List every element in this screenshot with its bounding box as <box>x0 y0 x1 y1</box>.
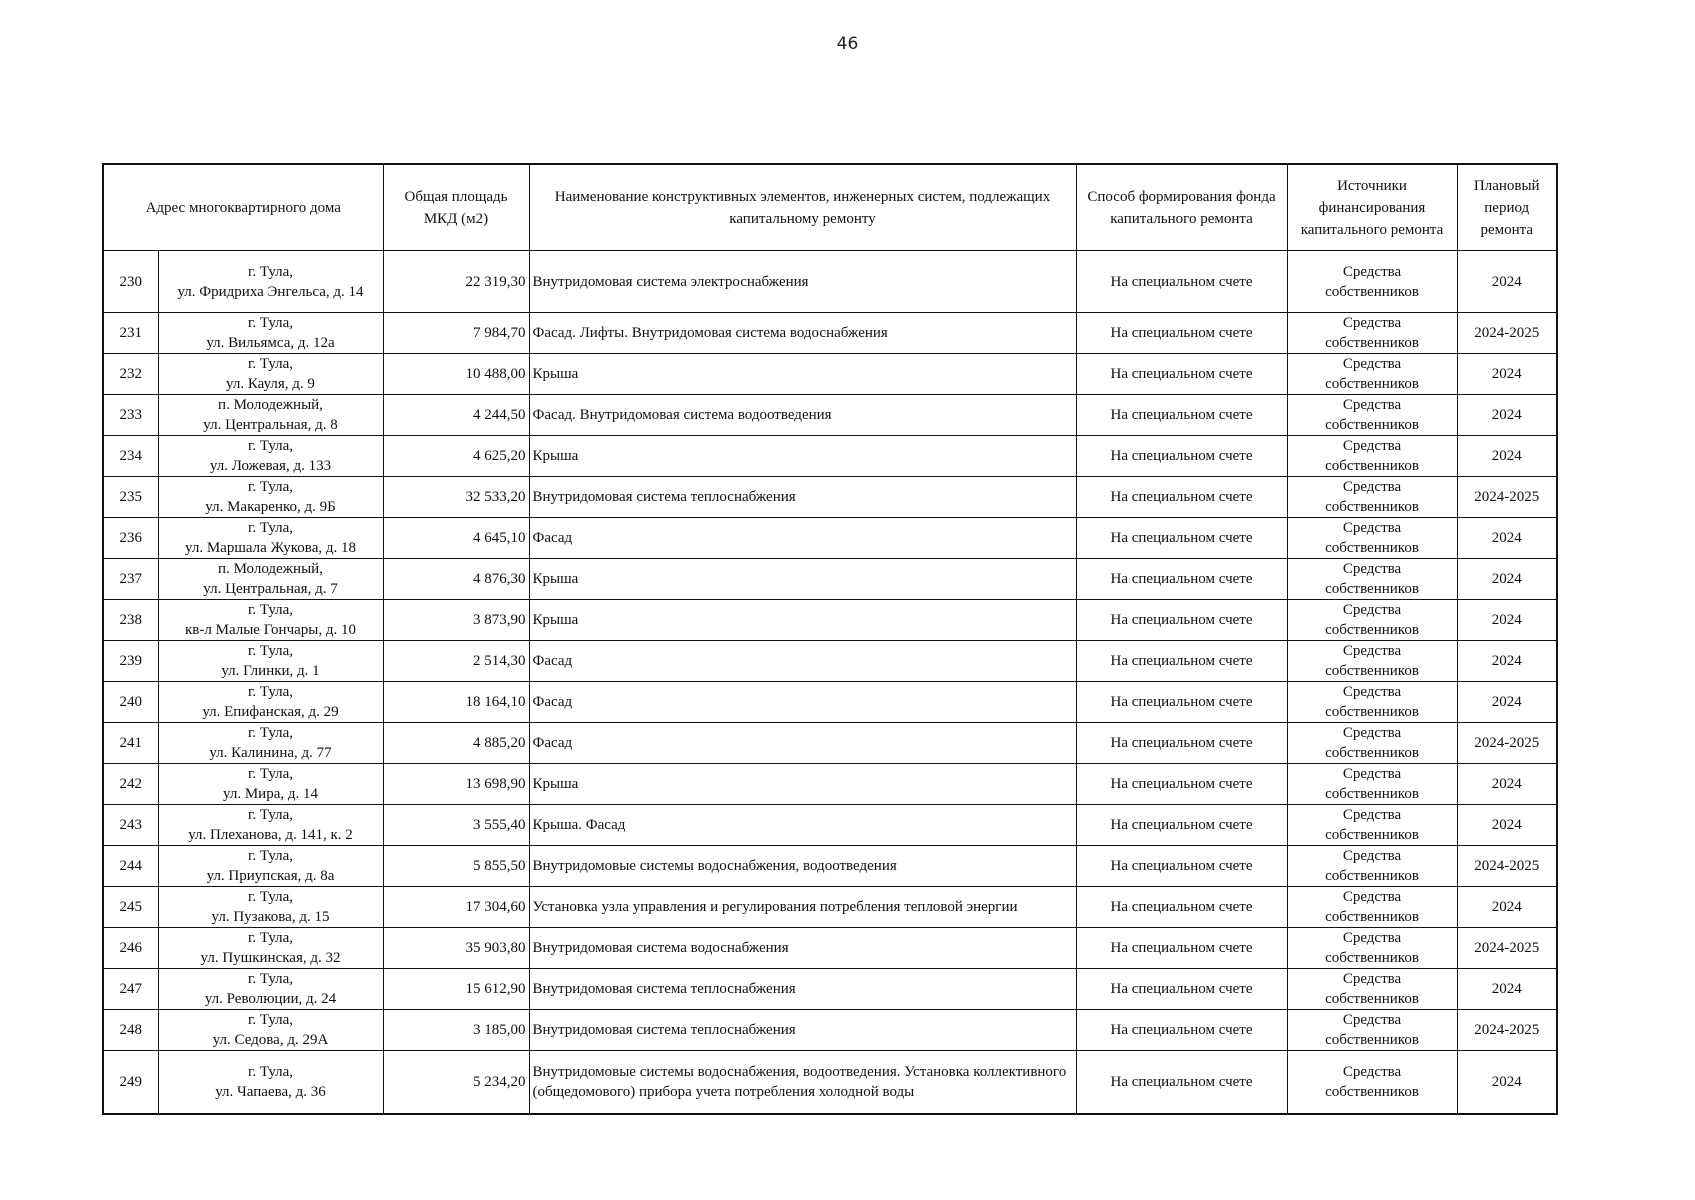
row-area: 3 555,40 <box>383 805 529 846</box>
row-number: 235 <box>103 477 158 518</box>
table-row <box>103 1051 1557 1114</box>
row-source <box>1287 600 1457 641</box>
source-line-1: Средства <box>1342 725 1402 741</box>
row-elements: Внутридомовые системы водоснабжения, водоотведения. Установка коллективного (общедомового) прибора учета потребления холодной воды <box>529 1051 1076 1114</box>
row-number: 242 <box>103 764 158 805</box>
address-city: г. Тула, <box>247 602 294 618</box>
row-period: 2024 <box>1457 559 1557 600</box>
source-line-2: собственников <box>1325 950 1419 966</box>
address-city: г. Тула, <box>247 889 294 905</box>
address-street: ул. Фридриха Энгельса, д. 14 <box>177 283 364 300</box>
row-method: На специальном счете <box>1076 928 1287 969</box>
row-period: 2024 <box>1457 1051 1557 1114</box>
row-area: 10 488,00 <box>383 354 529 395</box>
row-elements: Фасад <box>529 723 1076 764</box>
row-source <box>1287 436 1457 477</box>
source-line-1: Средства <box>1342 315 1402 331</box>
address-street: ул. Приупская, д. 8а <box>206 868 335 884</box>
source-line-1: Средства <box>1342 479 1402 495</box>
row-source <box>1287 764 1457 805</box>
source-line-1: Средства <box>1342 766 1402 782</box>
row-period: 2024 <box>1457 887 1557 928</box>
table-row <box>103 313 1557 354</box>
row-elements: Крыша <box>529 764 1076 805</box>
row-period: 2024-2025 <box>1457 477 1557 518</box>
row-number: 239 <box>103 641 158 682</box>
table-row <box>103 805 1557 846</box>
row-elements: Установка узла управления и регулирования потребления тепловой энергии <box>529 887 1076 928</box>
row-address <box>158 600 383 641</box>
row-source <box>1287 846 1457 887</box>
row-source <box>1287 887 1457 928</box>
row-period: 2024 <box>1457 518 1557 559</box>
header-address: Адрес многоквартирного дома <box>103 164 383 251</box>
row-address <box>158 764 383 805</box>
row-address <box>158 928 383 969</box>
address-street: ул. Седова, д. 29А <box>212 1032 329 1048</box>
address-city: г. Тула, <box>247 356 294 372</box>
address-street: ул. Вильямса, д. 12а <box>206 335 335 351</box>
row-source <box>1287 1051 1457 1114</box>
row-address <box>158 559 383 600</box>
row-method: На специальном счете <box>1076 682 1287 723</box>
row-address <box>158 518 383 559</box>
address-city: г. Тула, <box>247 263 294 280</box>
row-method: На специальном счете <box>1076 313 1287 354</box>
row-address <box>158 477 383 518</box>
row-elements: Фасад. Лифты. Внутридомовая система водоснабжения <box>529 313 1076 354</box>
address-city: г. Тула, <box>247 1012 294 1028</box>
row-method: На специальном счете <box>1076 354 1287 395</box>
row-source <box>1287 641 1457 682</box>
row-method: На специальном счете <box>1076 518 1287 559</box>
address-city: г. Тула, <box>247 438 294 454</box>
row-address <box>158 887 383 928</box>
row-elements: Крыша <box>529 354 1076 395</box>
row-source <box>1287 395 1457 436</box>
source-line-1: Средства <box>1342 602 1402 618</box>
row-elements: Внутридомовые системы водоснабжения, водоотведения <box>529 846 1076 887</box>
row-method: На специальном счете <box>1076 600 1287 641</box>
row-method: На специальном счете <box>1076 477 1287 518</box>
source-line-2: собственников <box>1325 663 1419 679</box>
page-number: 46 <box>836 34 859 54</box>
row-area: 17 304,60 <box>383 887 529 928</box>
row-area: 18 164,10 <box>383 682 529 723</box>
table-row <box>103 887 1557 928</box>
row-period: 2024-2025 <box>1457 1010 1557 1051</box>
source-line-2: собственников <box>1325 540 1419 556</box>
row-elements: Крыша <box>529 559 1076 600</box>
source-line-1: Средства <box>1342 889 1402 905</box>
row-method: На специальном счете <box>1076 723 1287 764</box>
row-elements: Фасад <box>529 682 1076 723</box>
row-area: 7 984,70 <box>383 313 529 354</box>
row-source <box>1287 723 1457 764</box>
table-row <box>103 1010 1557 1051</box>
source-line-2: собственников <box>1325 417 1419 433</box>
row-period: 2024-2025 <box>1457 846 1557 887</box>
address-street: ул. Пушкинская, д. 32 <box>200 950 341 966</box>
row-source <box>1287 969 1457 1010</box>
row-address <box>158 846 383 887</box>
row-period: 2024 <box>1457 395 1557 436</box>
row-address <box>158 805 383 846</box>
table-row <box>103 969 1557 1010</box>
table-row <box>103 518 1557 559</box>
row-source <box>1287 477 1457 518</box>
row-area: 5 234,20 <box>383 1051 529 1114</box>
table-row <box>103 641 1557 682</box>
row-area: 4 645,10 <box>383 518 529 559</box>
row-period: 2024 <box>1457 682 1557 723</box>
header-elements: Наименование конструктивных элементов, инженерных систем, подлежащих капитальному ремонту <box>529 164 1076 251</box>
row-number: 232 <box>103 354 158 395</box>
address-city: п. Молодежный, <box>218 397 323 413</box>
row-method: На специальном счете <box>1076 395 1287 436</box>
row-area: 4 625,20 <box>383 436 529 477</box>
row-source <box>1287 805 1457 846</box>
row-period: 2024 <box>1457 436 1557 477</box>
address-street: ул. Центральная, д. 8 <box>203 417 338 433</box>
row-period: 2024 <box>1457 969 1557 1010</box>
address-street: ул. Мира, д. 14 <box>223 786 318 802</box>
table-row <box>103 395 1557 436</box>
address-city: г. Тула, <box>247 520 294 536</box>
address-city: г. Тула, <box>247 315 294 331</box>
source-line-1: Средства <box>1342 561 1402 577</box>
source-line-1: Средства <box>1342 684 1402 700</box>
table-body <box>103 251 1557 1114</box>
row-period: 2024 <box>1457 251 1557 313</box>
address-city: г. Тула, <box>247 1063 294 1080</box>
address-street: ул. Макаренко, д. 9Б <box>205 499 336 515</box>
source-line-1: Средства <box>1342 643 1402 659</box>
row-area: 13 698,90 <box>383 764 529 805</box>
address-street: ул. Ложевая, д. 133 <box>209 458 332 474</box>
source-line-1: Средства <box>1342 263 1402 280</box>
header-period: Плановый период ремонта <box>1457 164 1557 251</box>
row-elements: Внутридомовая система теплоснабжения <box>529 969 1076 1010</box>
row-address <box>158 354 383 395</box>
row-number: 248 <box>103 1010 158 1051</box>
row-method: На специальном счете <box>1076 1010 1287 1051</box>
row-area: 3 873,90 <box>383 600 529 641</box>
row-number: 236 <box>103 518 158 559</box>
row-area: 3 185,00 <box>383 1010 529 1051</box>
row-method: На специальном счете <box>1076 969 1287 1010</box>
source-line-1: Средства <box>1342 930 1402 946</box>
address-street: ул. Калинина, д. 77 <box>209 745 332 761</box>
row-elements: Крыша <box>529 436 1076 477</box>
source-line-2: собственников <box>1325 991 1419 1007</box>
row-number: 243 <box>103 805 158 846</box>
row-address <box>158 395 383 436</box>
header-source: Источники финансирования капитального ремонта <box>1287 164 1457 251</box>
source-line-2: собственников <box>1325 283 1419 300</box>
source-line-1: Средства <box>1342 397 1402 413</box>
row-area: 35 903,80 <box>383 928 529 969</box>
source-line-1: Средства <box>1342 1012 1402 1028</box>
row-number: 237 <box>103 559 158 600</box>
source-line-2: собственников <box>1325 745 1419 761</box>
row-area: 4 876,30 <box>383 559 529 600</box>
source-line-2: собственников <box>1325 1083 1419 1100</box>
address-city: г. Тула, <box>247 848 294 864</box>
row-period: 2024-2025 <box>1457 928 1557 969</box>
row-elements: Крыша. Фасад <box>529 805 1076 846</box>
row-method: На специальном счете <box>1076 641 1287 682</box>
row-period: 2024 <box>1457 764 1557 805</box>
source-line-2: собственников <box>1325 786 1419 802</box>
source-line-2: собственников <box>1325 458 1419 474</box>
address-city: г. Тула, <box>247 930 294 946</box>
address-street: ул. Пузакова, д. 15 <box>211 909 330 925</box>
row-number: 231 <box>103 313 158 354</box>
table-row <box>103 436 1557 477</box>
address-city: г. Тула, <box>247 971 294 987</box>
row-address <box>158 1010 383 1051</box>
address-city: г. Тула, <box>247 807 294 823</box>
row-source <box>1287 682 1457 723</box>
row-number: 249 <box>103 1051 158 1114</box>
row-number: 244 <box>103 846 158 887</box>
row-period: 2024 <box>1457 354 1557 395</box>
row-period: 2024 <box>1457 600 1557 641</box>
address-street: ул. Глинки, д. 1 <box>221 663 320 679</box>
row-method: На специальном счете <box>1076 559 1287 600</box>
row-number: 246 <box>103 928 158 969</box>
row-method: На специальном счете <box>1076 846 1287 887</box>
row-number: 230 <box>103 251 158 313</box>
row-number: 233 <box>103 395 158 436</box>
row-elements: Внутридомовая система водоснабжения <box>529 928 1076 969</box>
row-elements: Фасад <box>529 641 1076 682</box>
table-header <box>103 164 1557 251</box>
source-line-1: Средства <box>1342 1063 1402 1080</box>
address-city: г. Тула, <box>247 766 294 782</box>
row-source <box>1287 251 1457 313</box>
source-line-2: собственников <box>1325 499 1419 515</box>
source-line-1: Средства <box>1342 807 1402 823</box>
row-number: 245 <box>103 887 158 928</box>
address-street: ул. Плеханова, д. 141, к. 2 <box>188 827 353 843</box>
row-method: На специальном счете <box>1076 805 1287 846</box>
address-street: ул. Маршала Жукова, д. 18 <box>185 540 356 556</box>
row-method: На специальном счете <box>1076 251 1287 313</box>
source-line-2: собственников <box>1325 376 1419 392</box>
source-line-1: Средства <box>1342 848 1402 864</box>
row-source <box>1287 354 1457 395</box>
row-area: 22 319,30 <box>383 251 529 313</box>
row-number: 240 <box>103 682 158 723</box>
row-area: 4 244,50 <box>383 395 529 436</box>
source-line-1: Средства <box>1342 356 1402 372</box>
table-row <box>103 682 1557 723</box>
row-address <box>158 969 383 1010</box>
source-line-1: Средства <box>1342 971 1402 987</box>
source-line-2: собственников <box>1325 868 1419 884</box>
address-street: ул. Чапаева, д. 36 <box>215 1083 326 1100</box>
address-street: ул. Центральная, д. 7 <box>203 581 338 597</box>
row-area: 32 533,20 <box>383 477 529 518</box>
row-number: 247 <box>103 969 158 1010</box>
table-row <box>103 600 1557 641</box>
row-period: 2024-2025 <box>1457 723 1557 764</box>
row-address <box>158 251 383 313</box>
row-area: 2 514,30 <box>383 641 529 682</box>
row-source <box>1287 1010 1457 1051</box>
source-line-1: Средства <box>1342 520 1402 536</box>
address-city: г. Тула, <box>247 643 294 659</box>
row-number: 241 <box>103 723 158 764</box>
row-area: 4 885,20 <box>383 723 529 764</box>
row-period: 2024 <box>1457 805 1557 846</box>
row-address <box>158 682 383 723</box>
row-source <box>1287 928 1457 969</box>
row-source <box>1287 559 1457 600</box>
row-address <box>158 641 383 682</box>
source-line-2: собственников <box>1325 581 1419 597</box>
table-row <box>103 764 1557 805</box>
address-street: ул. Кауля, д. 9 <box>226 376 315 392</box>
row-elements: Фасад. Внутридомовая система водоотведения <box>529 395 1076 436</box>
row-address <box>158 313 383 354</box>
table-row <box>103 928 1557 969</box>
row-period: 2024 <box>1457 641 1557 682</box>
address-street: ул. Епифанская, д. 29 <box>202 704 339 720</box>
row-number: 234 <box>103 436 158 477</box>
row-elements: Внутридомовая система электроснабжения <box>529 251 1076 313</box>
row-elements: Фасад <box>529 518 1076 559</box>
row-method: На специальном счете <box>1076 1051 1287 1114</box>
capital-repair-table <box>102 163 1558 1115</box>
row-method: На специальном счете <box>1076 436 1287 477</box>
table-row <box>103 723 1557 764</box>
address-street: ул. Революции, д. 24 <box>204 991 337 1007</box>
address-city: п. Молодежный, <box>218 561 323 577</box>
row-method: На специальном счете <box>1076 764 1287 805</box>
header-method: Способ формирования фонда капитального ремонта <box>1076 164 1287 251</box>
table-row <box>103 354 1557 395</box>
source-line-1: Средства <box>1342 438 1402 454</box>
table-row <box>103 251 1557 313</box>
source-line-2: собственников <box>1325 335 1419 351</box>
row-number: 238 <box>103 600 158 641</box>
source-line-2: собственников <box>1325 1032 1419 1048</box>
source-line-2: собственников <box>1325 622 1419 638</box>
table-row <box>103 559 1557 600</box>
row-elements: Внутридомовая система теплоснабжения <box>529 477 1076 518</box>
row-source <box>1287 313 1457 354</box>
address-street: кв-л Малые Гончары, д. 10 <box>185 622 356 638</box>
source-line-2: собственников <box>1325 909 1419 925</box>
row-address <box>158 436 383 477</box>
row-period: 2024-2025 <box>1457 313 1557 354</box>
address-city: г. Тула, <box>247 684 294 700</box>
address-city: г. Тула, <box>247 725 294 741</box>
row-address <box>158 1051 383 1114</box>
row-method: На специальном счете <box>1076 887 1287 928</box>
header-area: Общая площадь МКД (м2) <box>383 164 529 251</box>
row-source <box>1287 518 1457 559</box>
row-address <box>158 723 383 764</box>
address-city: г. Тула, <box>247 479 294 495</box>
row-area: 15 612,90 <box>383 969 529 1010</box>
source-line-2: собственников <box>1325 704 1419 720</box>
source-line-2: собственников <box>1325 827 1419 843</box>
table-row <box>103 477 1557 518</box>
table-row <box>103 846 1557 887</box>
row-elements: Внутридомовая система теплоснабжения <box>529 1010 1076 1051</box>
row-area: 5 855,50 <box>383 846 529 887</box>
row-elements: Крыша <box>529 600 1076 641</box>
